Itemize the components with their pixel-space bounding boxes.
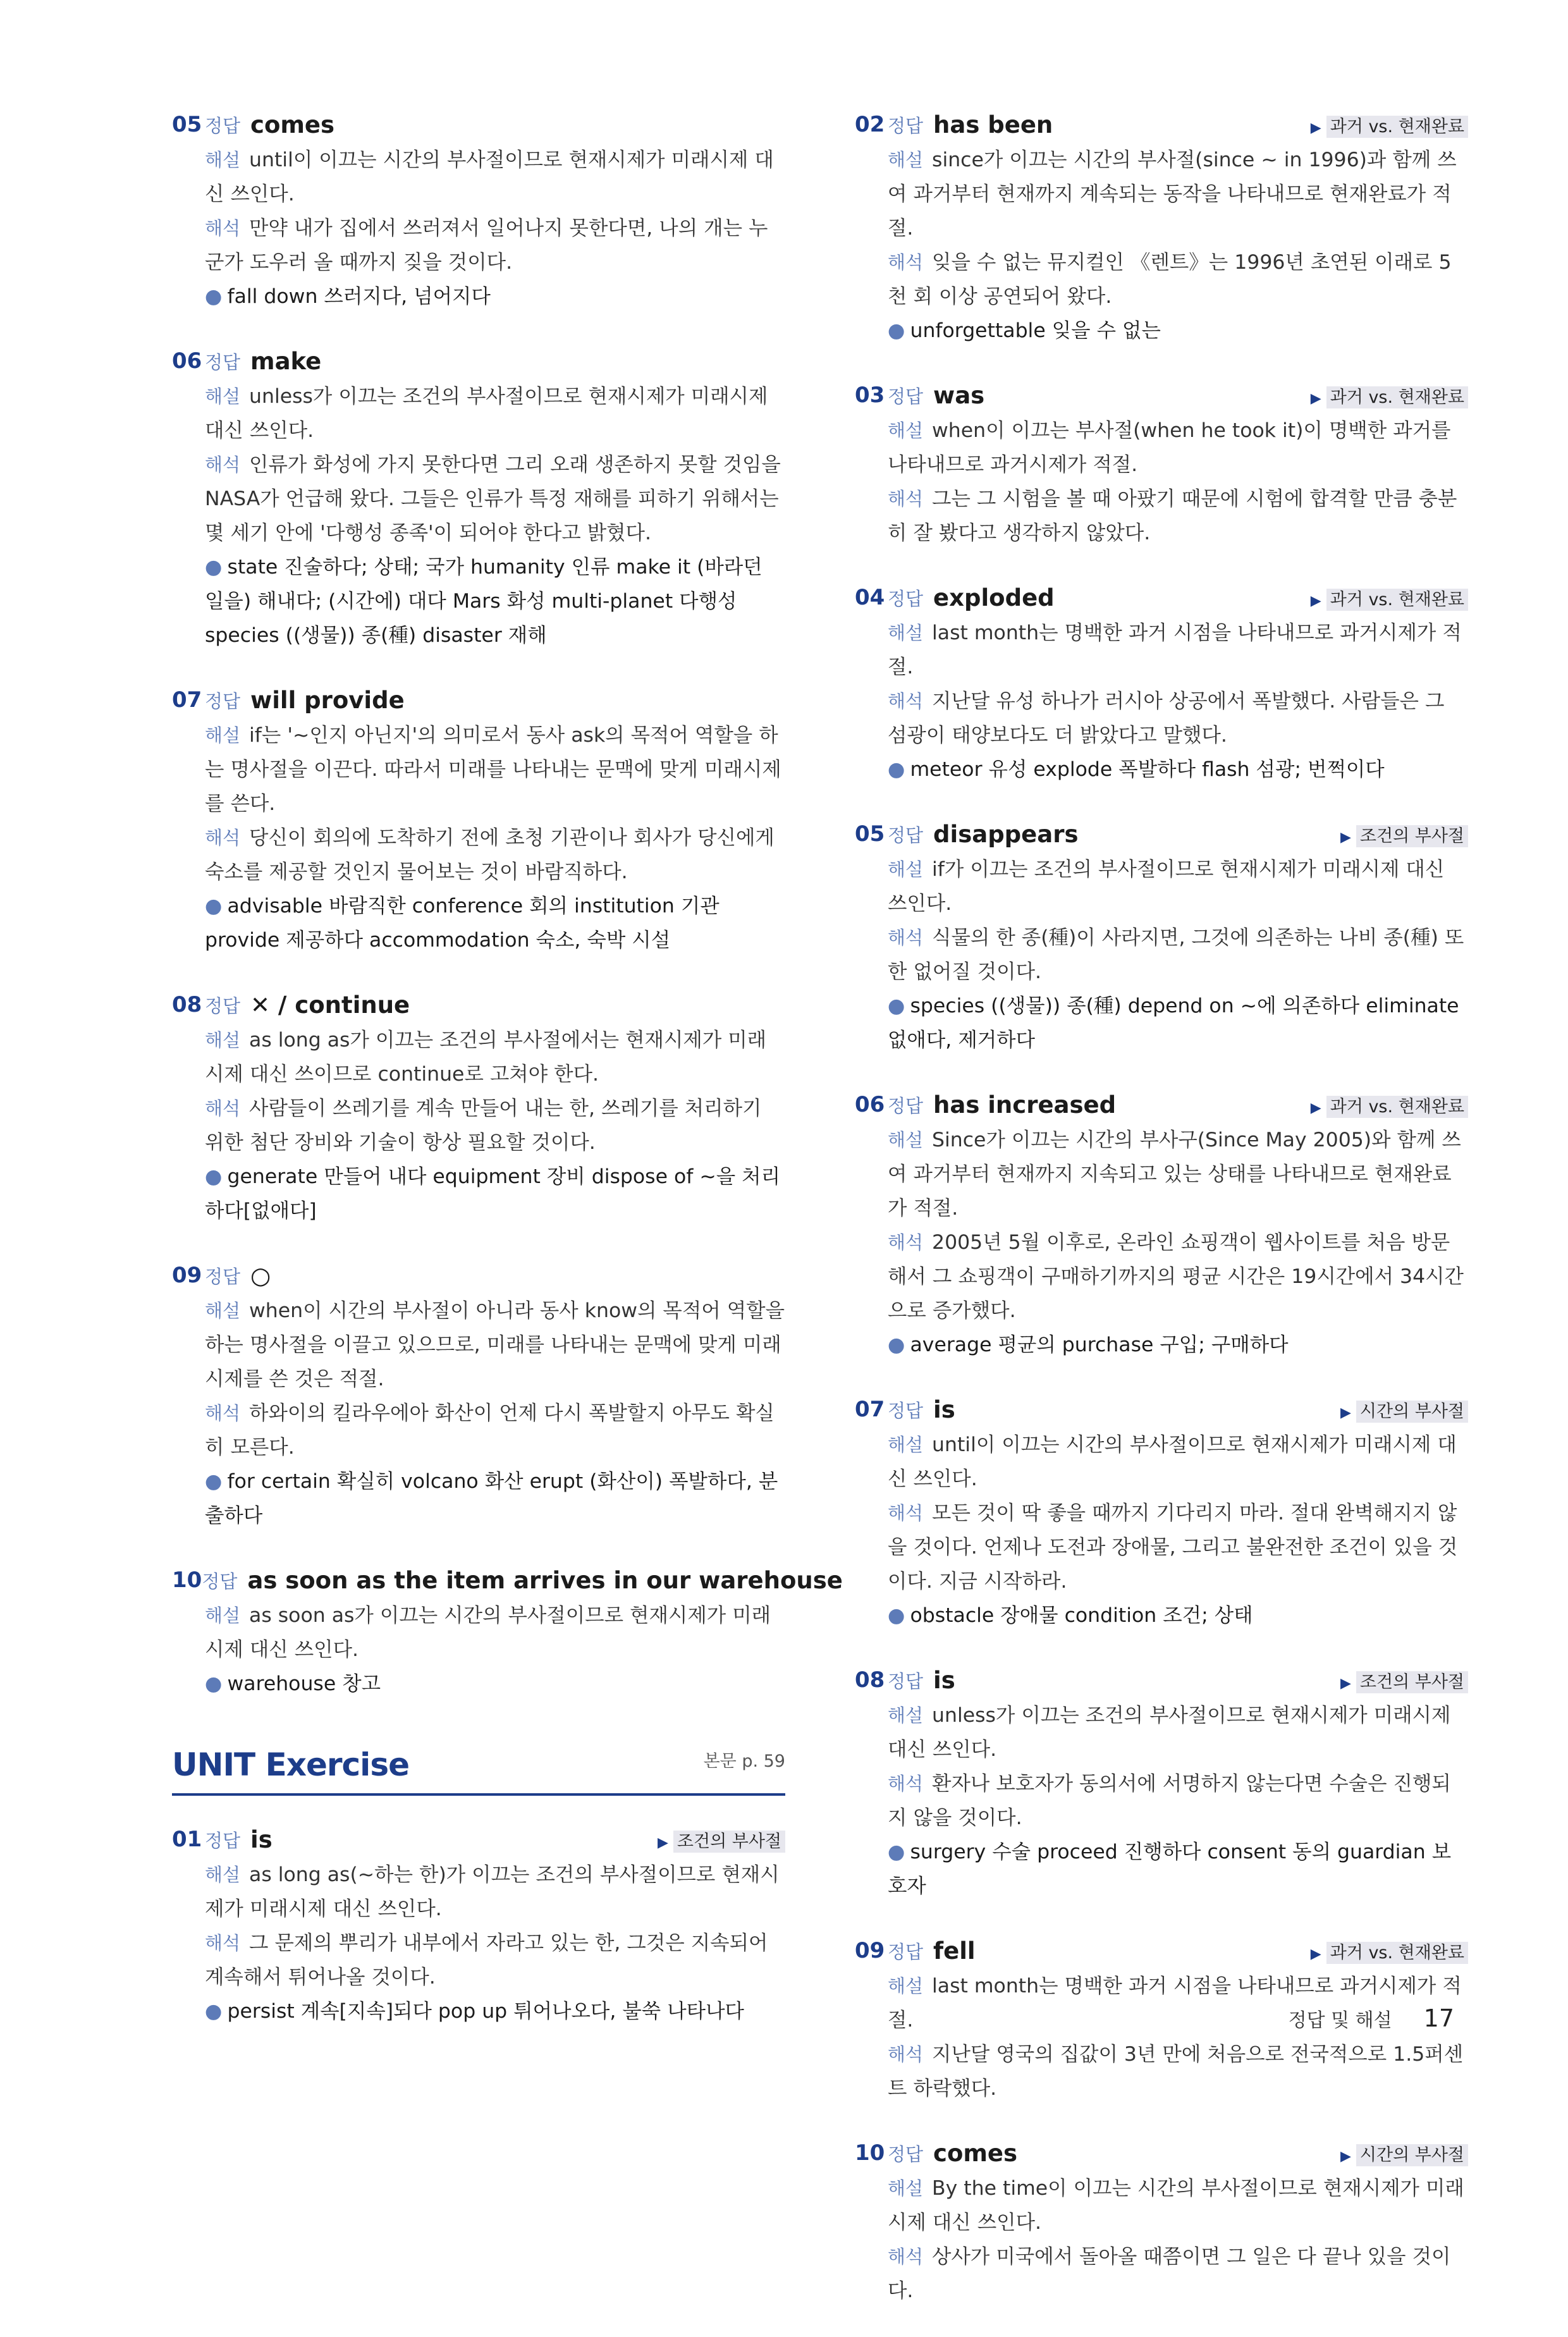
triangle-icon: ▶ xyxy=(1310,1946,1321,1962)
bullet-icon: ● xyxy=(205,1470,223,1493)
grammar-tag xyxy=(1340,2141,1468,2166)
answer-label: 정답 xyxy=(205,690,241,712)
vocabulary xyxy=(172,1160,785,1228)
explanation-text: as long as가 이끄는 조건의 부사절에서는 현재시제가 미래시제 대신 쓰이므로 continue로 고쳐야 한다. xyxy=(205,1029,767,1086)
translation-text: 식물의 한 종(種)이 사라지면, 그것에 의존하는 나비 종(種) 또한 없어질 것이다. xyxy=(888,926,1464,983)
question-number: 04 xyxy=(855,585,885,610)
question-number: 08 xyxy=(172,992,202,1017)
grammar-tag-text: 과거 vs. 현재완료 xyxy=(1326,1942,1468,1964)
answer-line xyxy=(855,377,1468,414)
translation xyxy=(855,684,1468,752)
explanation-label: 해설 xyxy=(888,622,924,644)
bullet-icon: ● xyxy=(888,319,905,342)
question-number: 05 xyxy=(855,821,885,847)
bullet-icon: ● xyxy=(888,1334,905,1356)
translation xyxy=(855,921,1468,989)
right-answer-list xyxy=(855,106,1468,2308)
answer-item xyxy=(172,343,785,653)
explanation xyxy=(172,1294,785,1396)
question-number: 09 xyxy=(172,1263,202,1288)
question-number: 03 xyxy=(855,383,885,408)
answer-label: 정답 xyxy=(205,351,241,373)
translation-label: 해석 xyxy=(888,1232,924,1253)
translation-text: 당신이 회의에 도착하기 전에 초청 기관이나 회사가 당신에게 숙소를 제공할 것인지 물어보는 것이 바람직하다. xyxy=(205,826,775,883)
grammar-tag-text: 조건의 부사절 xyxy=(673,1831,785,1853)
grammar-tag xyxy=(1340,1668,1468,1693)
explanation-label: 해설 xyxy=(205,1029,241,1051)
grammar-tag-text: 과거 vs. 현재완료 xyxy=(1326,1096,1468,1118)
answer-line xyxy=(855,1932,1468,1969)
answer-line xyxy=(855,2135,1468,2171)
unit-answer-list xyxy=(172,1821,785,2028)
explanation xyxy=(172,143,785,211)
answer-item xyxy=(855,1086,1468,1362)
answer-line xyxy=(172,1257,785,1294)
explanation-label: 해설 xyxy=(888,420,924,441)
vocabulary-text: species ((생물)) 종(種) depend on ~에 의존하다 eliminate 없애다, 제거하다 xyxy=(888,995,1459,1052)
explanation-label: 해설 xyxy=(888,1705,924,1726)
explanation xyxy=(172,1858,785,1926)
grammar-tag xyxy=(1311,113,1468,137)
vocabulary-text: generate 만들어 내다 equipment 장비 dispose of ~을 처리하다[없애다] xyxy=(205,1165,781,1222)
answer-text: has increased xyxy=(933,1091,1117,1119)
vocabulary xyxy=(172,1464,785,1533)
translation-label: 해석 xyxy=(205,827,241,849)
grammar-tag xyxy=(1311,1093,1468,1117)
explanation xyxy=(172,718,785,821)
triangle-icon: ▶ xyxy=(1340,829,1351,845)
answer-text: ✕ / continue xyxy=(250,991,410,1019)
translation-text: 사람들이 쓰레기를 계속 만들어 내는 한, 쓰레기를 처리하기 위한 첨단 장비와 기술이 항상 필요할 것이다. xyxy=(205,1097,762,1154)
answer-text: comes xyxy=(250,111,335,138)
bullet-icon: ● xyxy=(888,1604,905,1627)
translation-text: 2005년 5월 이후로, 온라인 쇼핑객이 웹사이트를 처음 방문해서 그 쇼핑객이 구매하기까지의 평균 시간은 19시간에서 34시간으로 증가했다. xyxy=(888,1231,1464,1322)
translation-label: 해석 xyxy=(205,1098,241,1119)
answer-label: 정답 xyxy=(202,1570,238,1592)
answer-label: 정답 xyxy=(205,995,241,1017)
explanation-label: 해설 xyxy=(205,149,241,171)
answer-line xyxy=(172,1562,843,1598)
vocabulary xyxy=(172,1667,785,1701)
vocabulary-text: surgery 수술 proceed 진행하다 consent 동의 guardian 보호자 xyxy=(888,1841,1452,1898)
answer-label: 정답 xyxy=(205,1265,241,1287)
vocabulary-text: unforgettable 잊을 수 없는 xyxy=(910,319,1161,342)
explanation xyxy=(855,143,1468,245)
translation-text: 그는 그 시험을 볼 때 아팠기 때문에 시험에 합격할 만큼 충분히 잘 봤다고 생각하지 않았다. xyxy=(888,488,1457,544)
explanation-text: if는 '~인지 아닌지'의 의미로서 동사 ask의 목적어 역할을 하는 명사절을 이끈다. 따라서 미래를 나타내는 문맥에 맞게 미래시제를 쓴다. xyxy=(205,724,781,815)
explanation-text: since가 이끄는 시간의 부사절(since ~ in 1996)과 함께 쓰여 과거부터 현재까지 계속되는 동작을 나타내므로 현재완료가 적절. xyxy=(888,149,1457,240)
answer-label: 정답 xyxy=(888,114,924,137)
answer-item xyxy=(855,579,1468,787)
bullet-icon: ● xyxy=(205,556,223,579)
answer-line xyxy=(172,682,785,718)
translation-text: 만약 내가 집에서 쓰러져서 일어나지 못한다면, 나의 개는 누군가 도우러 올 때까지 짖을 것이다. xyxy=(205,217,768,274)
answer-label: 정답 xyxy=(888,587,924,610)
translation-text: 인류가 화성에 가지 못한다면 그리 오래 생존하지 못할 것임을 NASA가 언급해 왔다. 그들은 인류가 특정 재해를 피하기 위해서는 몇 세기 안에 '다행성 종족'이 되어야 한다고 밝혔다. xyxy=(205,453,781,544)
answer-item xyxy=(172,986,785,1228)
vocabulary-text: meteor 유성 explode 폭발하다 flash 섬광; 번쩍이다 xyxy=(910,758,1385,781)
explanation-text: until이 이끄는 시간의 부사절이므로 현재시제가 미래시제 대신 쓰인다. xyxy=(205,149,774,205)
explanation-label: 해설 xyxy=(205,725,241,746)
translation xyxy=(855,1225,1468,1328)
question-number: 08 xyxy=(855,1667,885,1693)
answer-label: 정답 xyxy=(888,824,924,846)
answer-text: comes xyxy=(933,2139,1018,2167)
vocabulary xyxy=(855,1598,1468,1633)
explanation xyxy=(855,1428,1468,1496)
vocabulary-text: state 진술하다; 상태; 국가 humanity 인류 make it (바라던 일을) 해내다; (시간에) 대다 Mars 화성 multi-planet 다행성 species ((생물)) 종(種) disaster 재해 xyxy=(205,556,763,647)
explanation-text: last month는 명백한 과거 시점을 나타내므로 과거시제가 적절. xyxy=(888,1975,1462,2032)
triangle-icon: ▶ xyxy=(1340,2148,1351,2164)
vocabulary xyxy=(855,1835,1468,1903)
answer-item xyxy=(172,1562,843,1701)
translation xyxy=(172,211,785,279)
answer-text: is xyxy=(933,1395,955,1423)
answer-text: make xyxy=(250,347,322,375)
vocabulary-text: warehouse 창고 xyxy=(227,1672,381,1695)
explanation-label: 해설 xyxy=(888,1129,924,1151)
explanation-label: 해설 xyxy=(205,1605,241,1626)
explanation xyxy=(855,852,1468,921)
triangle-icon: ▶ xyxy=(1340,1404,1351,1421)
translation-text: 모든 것이 딱 좋을 때까지 기다리지 마라. 절대 완벽해지지 않을 것이다. 언제나 도전과 장애물, 그리고 불완전한 조건이 있을 것이다. 지금 시작하라. xyxy=(888,1502,1458,1593)
question-number: 02 xyxy=(855,112,885,137)
translation-text: 지난달 유성 하나가 러시아 상공에서 폭발했다. 사람들은 그 섬광이 태양보다도 더 밝았다고 말했다. xyxy=(888,690,1445,747)
translation xyxy=(172,1396,785,1464)
explanation xyxy=(855,1123,1468,1225)
question-number: 01 xyxy=(172,1827,202,1852)
answer-item xyxy=(172,1821,785,2028)
answer-text: was xyxy=(933,381,985,409)
unit-title: UNIT Exercise xyxy=(172,1746,409,1783)
answer-text: as soon as the item arrives in our warehouse xyxy=(247,1566,843,1594)
explanation-text: unless가 이끄는 조건의 부사절이므로 현재시제가 미래시제 대신 쓰인다. xyxy=(205,385,768,442)
bullet-icon: ● xyxy=(205,1165,223,1188)
translation-text: 하와이의 킬라우에아 화산이 언제 다시 폭발할지 아무도 확실히 모른다. xyxy=(205,1402,775,1459)
answer-item xyxy=(855,106,1468,348)
explanation-text: By the time이 이끄는 시간의 부사절이므로 현재시제가 미래시제 대신 쓰인다. xyxy=(888,2177,1464,2234)
answer-line xyxy=(855,816,1468,852)
explanation xyxy=(172,1598,785,1667)
explanation-text: last month는 명백한 과거 시점을 나타내므로 과거시제가 적절. xyxy=(888,622,1462,678)
explanation-label: 해설 xyxy=(888,859,924,880)
explanation-label: 해설 xyxy=(888,149,924,171)
grammar-tag xyxy=(1340,1397,1468,1422)
answer-line xyxy=(855,1391,1468,1428)
explanation-label: 해설 xyxy=(888,2178,924,2199)
answer-line xyxy=(172,986,785,1023)
grammar-tag-text: 조건의 부사절 xyxy=(1356,825,1468,847)
vocabulary xyxy=(855,314,1468,348)
answer-item xyxy=(855,1391,1468,1633)
translation xyxy=(855,2240,1468,2308)
grammar-tag-text: 과거 vs. 현재완료 xyxy=(1326,386,1468,408)
answer-line xyxy=(855,579,1468,616)
translation-label: 해석 xyxy=(888,690,924,712)
bullet-icon: ● xyxy=(205,2000,223,2023)
translation xyxy=(855,1496,1468,1598)
explanation xyxy=(855,1698,1468,1767)
bullet-icon: ● xyxy=(205,285,223,308)
answer-text: is xyxy=(933,1666,955,1694)
triangle-icon: ▶ xyxy=(1310,592,1321,609)
translation-text: 상사가 미국에서 돌아올 때쯤이면 그 일은 다 끝나 있을 것이다. xyxy=(888,2245,1451,2302)
translation-label: 해석 xyxy=(205,454,241,475)
answer-line xyxy=(172,106,785,143)
answer-label: 정답 xyxy=(888,1941,924,1963)
translation xyxy=(855,2037,1468,2106)
unit-page-reference: 본문 p. 59 xyxy=(703,1751,785,1771)
translation-text: 환자나 보호자가 동의서에 서명하지 않는다면 수술은 진행되지 않을 것이다. xyxy=(888,1772,1451,1829)
translation xyxy=(855,245,1468,314)
question-number: 07 xyxy=(172,687,202,713)
grammar-tag-text: 조건의 부사절 xyxy=(1356,1671,1468,1693)
answer-item xyxy=(855,2135,1468,2308)
bullet-icon: ● xyxy=(205,1672,223,1695)
answer-label: 정답 xyxy=(888,1095,924,1117)
explanation-text: when이 이끄는 부사절(when he took it)이 명백한 과거를 나타내므로 과거시제가 적절. xyxy=(888,419,1451,476)
grammar-tag xyxy=(1340,822,1468,847)
translation xyxy=(172,821,785,889)
explanation-text: if가 이끄는 조건의 부사절이므로 현재시제가 미래시제 대신 쓰인다. xyxy=(888,858,1445,915)
answer-text: ○ xyxy=(250,1261,271,1289)
translation-label: 해석 xyxy=(888,2044,924,2065)
grammar-tag-text: 과거 vs. 현재완료 xyxy=(1326,116,1468,138)
translation-label: 해석 xyxy=(888,2246,924,2267)
grammar-tag xyxy=(1311,383,1468,408)
explanation-label: 해설 xyxy=(205,1300,241,1322)
answer-label: 정답 xyxy=(888,1399,924,1421)
answer-item xyxy=(172,1257,785,1533)
answer-label: 정답 xyxy=(888,1670,924,1692)
explanation-text: as long as(~하는 한)가 이끄는 조건의 부사절이므로 현재시제가 미래시제 대신 쓰인다. xyxy=(205,1863,780,1920)
grammar-tag-text: 시간의 부사절 xyxy=(1356,2144,1468,2166)
translation-label: 해석 xyxy=(888,252,924,273)
answer-text: exploded xyxy=(933,584,1055,611)
bullet-icon: ● xyxy=(205,895,223,917)
translation-label: 해석 xyxy=(205,218,241,239)
grammar-tag xyxy=(658,1827,785,1852)
vocabulary-text: fall down 쓰러지다, 넘어지다 xyxy=(227,285,491,308)
translation-label: 해석 xyxy=(205,1402,241,1424)
answer-line xyxy=(855,106,1468,143)
translation-text: 그 문제의 뿌리가 내부에서 자라고 있는 한, 그것은 지속되어 계속해서 튀어나올 것이다. xyxy=(205,1932,768,1989)
footer-title: 정답 및 해설 xyxy=(1288,2009,1392,2032)
explanation xyxy=(172,379,785,448)
translation-label: 해석 xyxy=(888,1502,924,1524)
triangle-icon: ▶ xyxy=(658,1834,668,1851)
translation xyxy=(855,482,1468,550)
vocabulary xyxy=(855,752,1468,787)
translation xyxy=(172,1091,785,1160)
answer-text: has been xyxy=(933,111,1053,138)
page-footer xyxy=(1289,2004,1454,2032)
answer-item xyxy=(855,816,1468,1057)
question-number: 06 xyxy=(172,348,202,374)
answer-text: will provide xyxy=(250,686,405,714)
answer-label: 정답 xyxy=(888,2143,924,2165)
vocabulary xyxy=(172,550,785,653)
unit-header xyxy=(172,1746,785,1796)
vocabulary-text: advisable 바람직한 conference 회의 institution 기관 provide 제공하다 accommodation 숙소, 숙박 시설 xyxy=(205,895,720,952)
translation-label: 해석 xyxy=(888,488,924,510)
explanation-text: unless가 이끄는 조건의 부사절이므로 현재시제가 미래시제 대신 쓰인다. xyxy=(888,1704,1451,1761)
explanation-text: when이 시간의 부사절이 아니라 동사 know의 목적어 역할을 하는 명사절을 이끌고 있으므로, 미래를 나타내는 문맥에 맞게 미래시제를 쓴 것은 적절. xyxy=(205,1299,785,1390)
explanation xyxy=(855,2171,1468,2240)
explanation xyxy=(172,1023,785,1091)
answer-line xyxy=(855,1086,1468,1123)
answer-text: disappears xyxy=(933,820,1079,848)
explanation xyxy=(855,414,1468,482)
vocabulary xyxy=(172,1994,785,2028)
translation xyxy=(172,448,785,550)
right-column xyxy=(855,106,1468,2337)
answer-item xyxy=(172,682,785,957)
translation xyxy=(855,1767,1468,1835)
vocabulary-text: for certain 확실히 volcano 화산 erupt (화산이) 폭발하다, 분출하다 xyxy=(205,1470,778,1527)
question-number: 10 xyxy=(855,2140,885,2166)
answer-label: 정답 xyxy=(205,1829,241,1851)
triangle-icon: ▶ xyxy=(1310,120,1321,136)
answer-item xyxy=(855,377,1468,550)
explanation-label: 해설 xyxy=(205,1864,241,1886)
triangle-icon: ▶ xyxy=(1340,1675,1351,1691)
answer-text: is xyxy=(250,1825,273,1853)
bullet-icon: ● xyxy=(888,995,905,1017)
explanation xyxy=(855,616,1468,684)
explanation-text: until이 이끄는 시간의 부사절이므로 현재시제가 미래시제 대신 쓰인다. xyxy=(888,1433,1457,1490)
vocabulary-text: average 평균의 purchase 구입; 구매하다 xyxy=(910,1334,1289,1356)
answer-label: 정답 xyxy=(888,385,924,407)
translation-text: 지난달 영국의 집값이 3년 만에 처음으로 전국적으로 1.5퍼센트 하락했다. xyxy=(888,2043,1464,2100)
vocabulary-text: persist 계속[지속]되다 pop up 튀어나오다, 불쑥 나타나다 xyxy=(227,2000,744,2023)
vocabulary xyxy=(172,889,785,957)
answer-item xyxy=(855,1662,1468,1903)
translation-text: 잊을 수 없는 뮤지컬인 《렌트》는 1996년 초연된 이래로 5천 회 이상 공연되어 왔다. xyxy=(888,251,1452,308)
left-answer-list xyxy=(172,106,843,1701)
answer-label: 정답 xyxy=(205,114,241,137)
question-number: 06 xyxy=(855,1092,885,1117)
vocabulary xyxy=(855,989,1468,1057)
vocabulary-text: obstacle 장애물 condition 조건; 상태 xyxy=(910,1604,1253,1627)
translation-label: 해석 xyxy=(888,1773,924,1794)
answer-line xyxy=(172,1821,785,1858)
answer-item xyxy=(172,106,785,314)
bullet-icon: ● xyxy=(888,758,905,781)
explanation-label: 해설 xyxy=(888,1975,924,1997)
answer-line xyxy=(172,343,785,379)
grammar-tag-text: 과거 vs. 현재완료 xyxy=(1326,589,1468,611)
answer-line xyxy=(855,1662,1468,1698)
grammar-tag xyxy=(1311,1939,1468,1963)
translation xyxy=(172,1926,785,1994)
translation-label: 해석 xyxy=(205,1932,241,1954)
triangle-icon: ▶ xyxy=(1310,390,1321,407)
vocabulary xyxy=(172,279,785,314)
explanation-text: as soon as가 이끄는 시간의 부사절이므로 현재시제가 미래시제 대신 쓰인다. xyxy=(205,1604,771,1661)
question-number: 07 xyxy=(855,1397,885,1422)
explanation-label: 해설 xyxy=(205,386,241,407)
translation-label: 해석 xyxy=(888,927,924,948)
grammar-tag-text: 시간의 부사절 xyxy=(1356,1401,1468,1423)
question-number: 05 xyxy=(172,112,202,137)
grammar-tag xyxy=(1311,586,1468,610)
page-number: 17 xyxy=(1423,2004,1454,2032)
left-column xyxy=(172,106,843,2058)
vocabulary xyxy=(855,1328,1468,1362)
answer-text: fell xyxy=(933,1937,976,1965)
explanation-label: 해설 xyxy=(888,1434,924,1456)
question-number: 10 xyxy=(172,1567,202,1593)
explanation-text: Since가 이끄는 시간의 부사구(Since May 2005)와 함께 쓰여 과거부터 현재까지 지속되고 있는 상태를 나타내므로 현재완료가 적절. xyxy=(888,1129,1461,1220)
question-number: 09 xyxy=(855,1938,885,1963)
triangle-icon: ▶ xyxy=(1310,1100,1321,1116)
bullet-icon: ● xyxy=(888,1841,905,1863)
